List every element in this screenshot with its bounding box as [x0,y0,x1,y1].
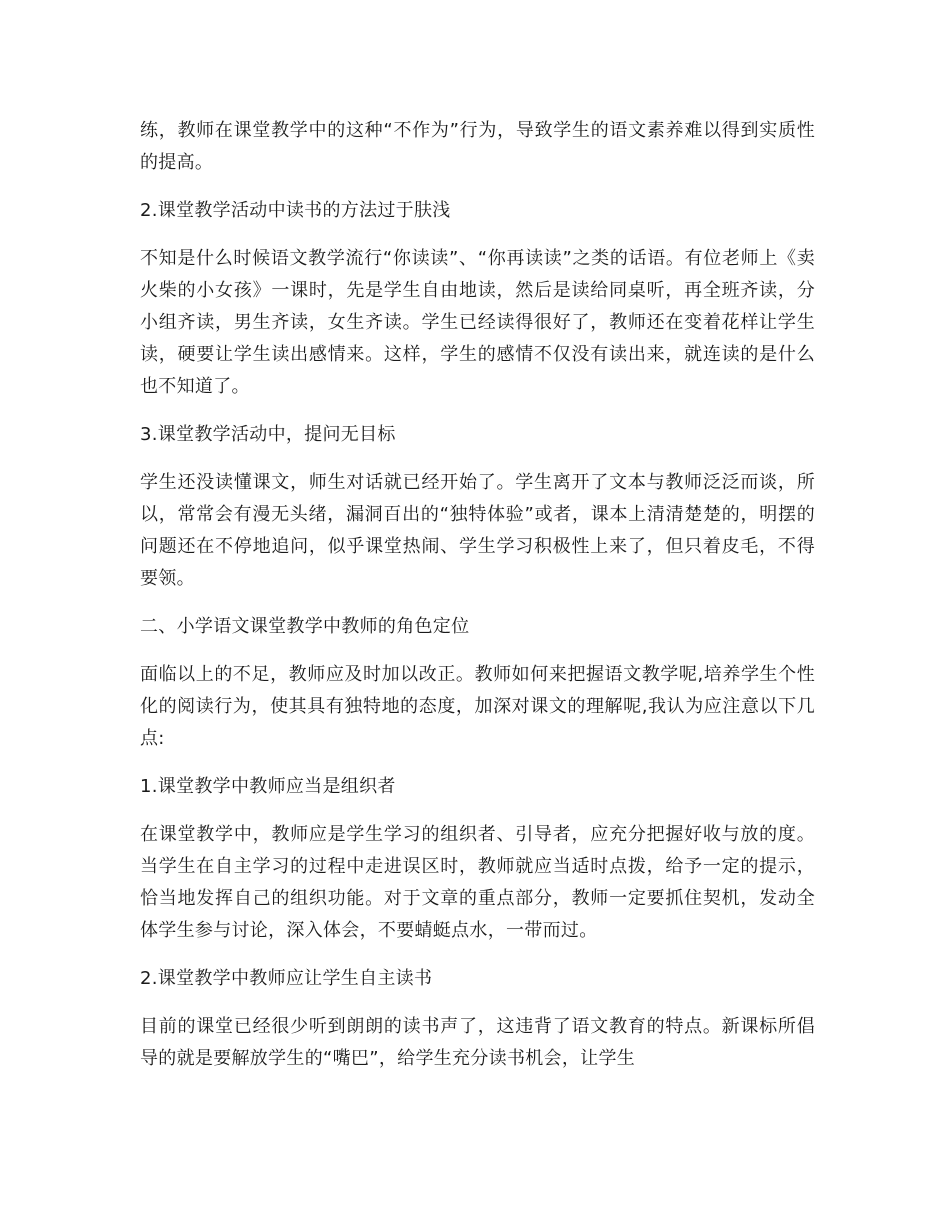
paragraph-body: 不知是什么时候语文教学流行“你读读”、“你再读读”之类的话语。有位老师上《卖火柴的小女孩》一课时，先是学生自由地读，然后是读给同桌听，再全班齐读，分小组齐读，男生齐读，女生齐读。学生已经读得很好了，教师还在变着花样让学生读，硬要让学生读出感情来。这样，学生的感情不仅没有读出来，就连读的是什么也不知道了。 [140,248,815,397]
paragraph-body: 面临以上的不足，教师应及时加以改正。教师如何来把握语文教学呢,培养学生个性化的阅读行为，使其具有独特地的态度，加深对课文的理解呢,我认为应注意以下几点: [140,664,815,749]
paragraph-body: 目前的课堂已经很少听到朗朗的读书声了，这违背了语文教育的特点。新课标所倡导的就是要解放学生的“嘴巴”，给学生充分读书机会，让学生 [140,1016,815,1069]
paragraph-body: 在课堂教学中，教师应是学生学习的组织者、引导者，应充分把握好收与放的度。当学生在自主学习的过程中走进误区时，教师就应当适时点拨，给予一定的提示，恰当地发挥自己的组织功能。对于文章的重点部分，教师一定要抓住契机，发动全体学生参与讨论，深入体会，不要蜻蜓点水，一带而过。 [140,824,815,941]
section-heading: 二、小学语文课堂教学中教师的角色定位 [140,616,470,637]
paragraph-body: 练，教师在课堂教学中的这种“不作为”行为，导致学生的语文素养难以得到实质性的提高。 [140,120,815,173]
document-body [140,115,815,1091]
section-heading: 2.课堂教学中教师应让学生自主读书 [140,968,433,989]
section-heading: 1.课堂教学中教师应当是组织者 [140,776,396,797]
paragraph-body: 学生还没读懂课文，师生对话就已经开始了。学生离开了文本与教师泛泛而谈，所以，常常会有漫无头绪，漏洞百出的“独特体验”或者，课本上清清楚楚的，明摆的问题还在不停地追问，似乎课堂热闹、学生学习积极性上来了，但只着皮毛，不得要领。 [140,472,815,589]
section-heading: 3.课堂教学活动中，提问无目标 [140,424,396,445]
section-heading: 2.课堂教学活动中读书的方法过于肤浅 [140,200,451,221]
